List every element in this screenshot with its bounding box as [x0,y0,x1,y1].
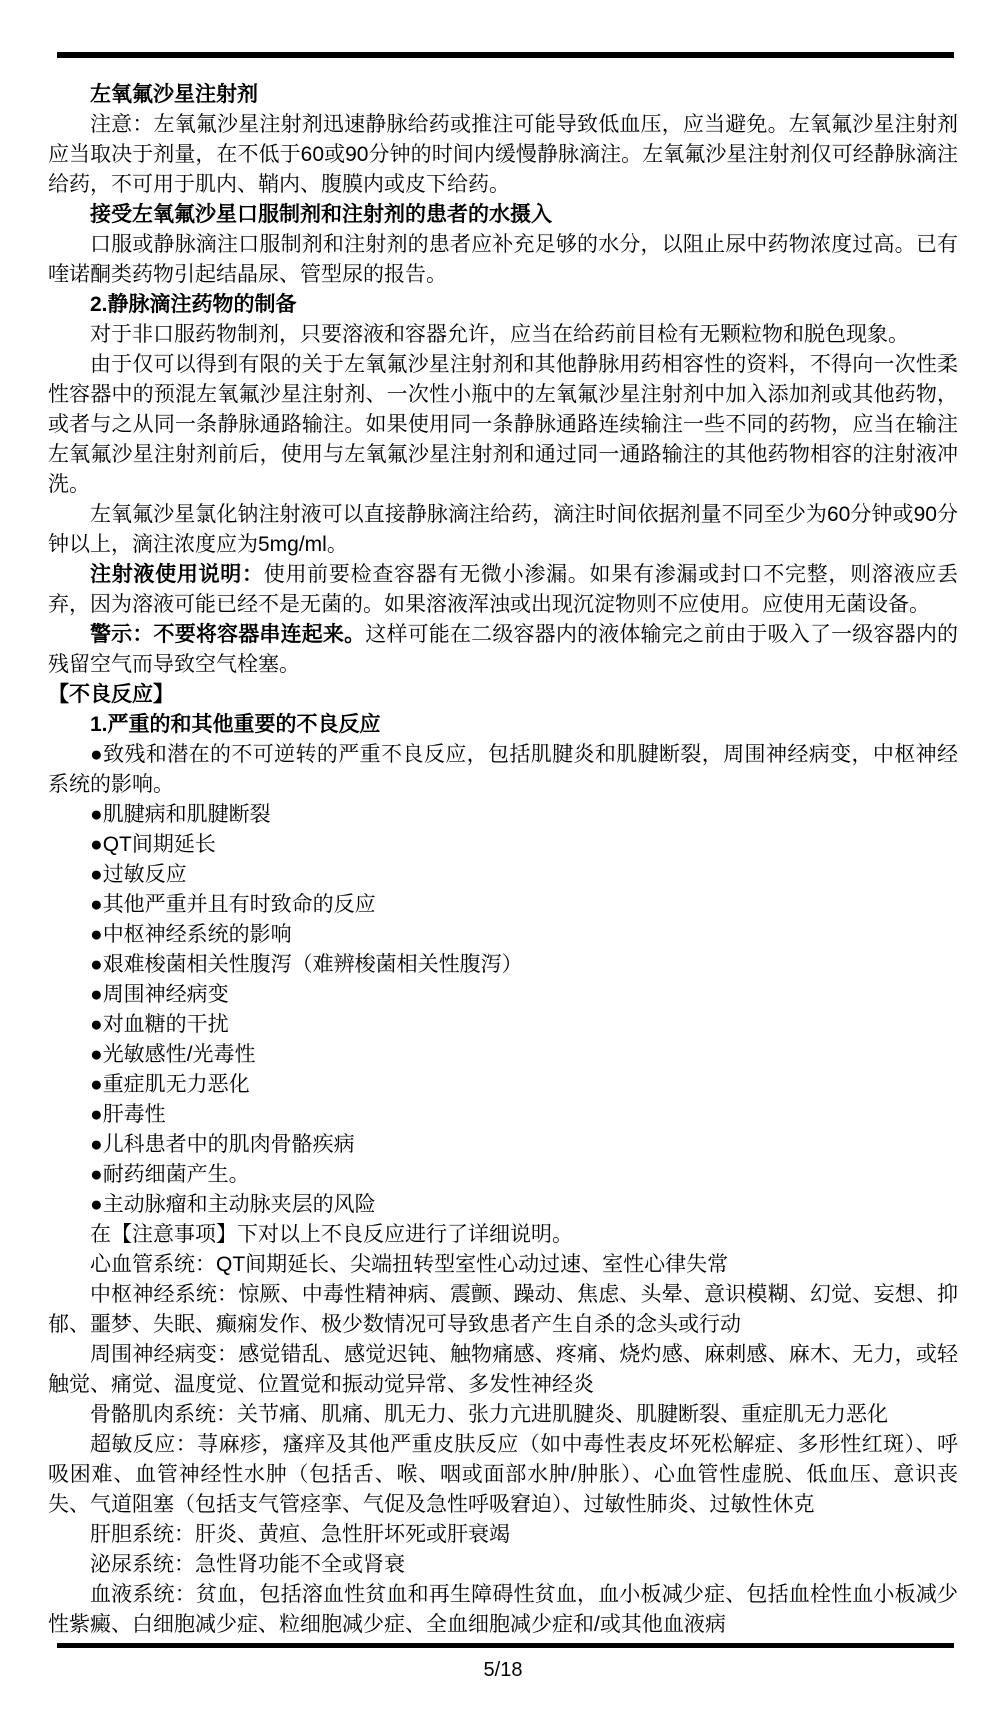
bullet-item [48,920,958,950]
text-run: 重症肌无力恶化 [102,1073,250,1096]
text-run: 由于仅可以得到有限的关于左氧氟沙星注射剂和其他静脉用药相容性的资料，不得向一次性柔性容器中的预混左氧氟沙星注射剂、一次性小瓶中的左氧氟沙星注射剂中加入添加剂或其他药物，或者与之从同一条静脉通路输注。如果使用同一条静脉通路连续输注一些不同的药物，应当在输注左氧氟沙星注射剂前后，使用与左氧氟沙星注射剂和通过同一通路输注的其他药物相容的注射液冲洗。 [48,353,958,496]
bullet-marker: ● [90,833,103,856]
paragraph [48,560,958,620]
bullet-marker: ● [90,893,103,916]
bullet-item [48,1130,958,1160]
text-run: 在【注意事项】下对以上不良反应进行了详细说明。 [90,1223,573,1246]
paragraph [48,1250,958,1280]
text-run: 艰难梭菌相关性腹泻（难辨梭菌相关性腹泻） [102,953,523,976]
paragraph [48,110,958,200]
bullet-item [48,740,958,800]
text-run: 注意：左氧氟沙星注射剂迅速静脉给药或推注可能导致低血压，应当避免。左氧氟沙星注射剂应当取决于剂量，在不低于60或90分钟的时间内缓慢静脉滴注。左氧氟沙星注射剂仅可经静脉滴注给药，不可用于肌内、鞘内、腹膜内或皮下给药。 [48,113,958,196]
paragraph [48,1550,958,1580]
subsection-heading [48,200,958,230]
bullet-marker: ● [90,1073,103,1096]
text-run: 肌腱病和肌腱断裂 [102,803,271,826]
text-run: 对血糖的干扰 [102,1013,229,1036]
text-run: 2.静脉滴注药物的制备 [90,293,297,316]
bullet-marker: ● [90,863,103,886]
subsection-heading [48,290,958,320]
bullet-marker: ● [90,803,103,826]
paragraph [48,350,958,500]
bullet-item [48,950,958,980]
bullet-marker: ● [90,1013,103,1036]
text-run: 左氧氟沙星注射剂 [90,83,258,106]
bullet-item [48,1040,958,1070]
text-run: 心血管系统：QT间期延长、尖端扭转型室性心动过速、室性心律失常 [90,1253,729,1276]
text-run: 致残和潜在的不可逆转的严重不良反应，包括肌腱炎和肌腱断裂，周围神经病变，中枢神经系统的影响。 [48,743,959,796]
text-run: 肝胆系统：肝炎、黄疸、急性肝坏死或肝衰竭 [90,1523,510,1546]
bullet-item [48,830,958,860]
paragraph [48,320,958,350]
text-run: 中枢神经系统：惊厥、中毒性精神病、震颤、躁动、焦虑、头晕、意识模糊、幻觉、妄想、抑郁、噩梦、失眠、癫痫发作、极少数情况可导致患者产生自杀的念头或行动 [48,1283,958,1336]
text-run: 骨骼肌肉系统：关节痛、肌痛、肌无力、张力亢进肌腱炎、肌腱断裂、重症肌无力恶化 [90,1403,888,1426]
paragraph [48,1340,958,1400]
paragraph [48,1580,958,1640]
text-run: 周围神经病变 [102,983,229,1006]
document-content [48,80,958,1640]
text-run: 使用前要检查容器有无微小渗漏。如果有渗漏或封口不完整，则溶液应丢弃，因为溶液可能已经不是无菌的。如果溶液浑浊或出现沉淀物则不应使用。应使用无菌设备。 [48,563,959,616]
paragraph-bold-lead: 警示：不要将容器串连起来。 [90,623,366,646]
text-run: 耐药细菌产生。 [102,1163,250,1186]
text-run: 周围神经病变：感觉错乱、感觉迟钝、触物痛感、疼痛、烧灼感、麻刺感、麻木、无力，或轻触觉、痛觉、温度觉、位置觉和振动觉异常、多发性神经炎 [48,1343,958,1396]
text-run: 主动脉瘤和主动脉夹层的风险 [102,1193,376,1216]
paragraph [48,1280,958,1340]
text-run: 儿科患者中的肌肉骨骼疾病 [102,1133,355,1156]
bullet-item [48,980,958,1010]
section-heading [48,680,958,710]
page-number: 5/18 [483,1659,523,1681]
bullet-marker: ● [90,953,103,976]
bullet-marker: ● [90,1193,103,1216]
bullet-item [48,1100,958,1130]
text-run: 光敏感性/光毒性 [102,1043,256,1066]
bullet-marker: ● [90,1043,103,1066]
subsection-heading [48,710,958,740]
text-run: QT间期延长 [102,833,216,856]
text-run: 【不良反应】 [48,683,174,706]
top-rule [57,52,954,58]
bullet-item [48,1010,958,1040]
bullet-item [48,1160,958,1190]
bullet-item [48,1070,958,1100]
bullet-marker: ● [90,1103,103,1126]
paragraph [48,1430,958,1520]
text-run: 中枢神经系统的影响 [102,923,292,946]
bullet-item [48,860,958,890]
text-run: 接受左氧氟沙星口服制剂和注射剂的患者的水摄入 [90,203,552,226]
paragraph [48,1220,958,1250]
subsection-heading [48,80,958,110]
bullet-marker: ● [90,983,103,1006]
text-run: 这样可能在二级容器内的液体输完之前由于吸入了一级容器内的残留空气而导致空气栓塞。 [48,623,959,676]
paragraph [48,500,958,560]
bullet-item [48,890,958,920]
bullet-item [48,1190,958,1220]
text-run: 过敏反应 [102,863,187,886]
bottom-rule [57,1643,954,1648]
text-run: 对于非口服药物制剂，只要溶液和容器允许，应当在给药前目检有无颗粒物和脱色现象。 [90,323,909,346]
paragraph-bold-lead: 注射液使用说明： [90,563,264,586]
text-run: 口服或静脉滴注口服制剂和注射剂的患者应补充足够的水分，以阻止尿中药物浓度过高。已有喹诺酮类药物引起结晶尿、管型尿的报告。 [48,233,958,286]
text-run: 泌尿系统：急性肾功能不全或肾衰 [90,1553,405,1576]
text-run: 肝毒性 [102,1103,166,1126]
paragraph [48,1400,958,1430]
text-run: 超敏反应：荨麻疹，瘙痒及其他严重皮肤反应（如中毒性表皮坏死松解症、多形性红斑）、呼吸困难、血管神经性水肿（包括舌、喉、咽或面部水肿/肿胀）、心血管性虚脱、低血压、意识丧失、气道阻塞（包括支气管痉挛、气促及急性呼吸窘迫）、过敏性肺炎、过敏性休克 [48,1433,958,1516]
text-run: 1.严重的和其他重要的不良反应 [90,713,381,736]
bullet-marker: ● [90,1133,103,1156]
text-run: 血液系统：贫血，包括溶血性贫血和再生障碍性贫血，血小板减少症、包括血栓性血小板减少性紫癜、白细胞减少症、粒细胞减少症、全血细胞减少症和/或其他血液病 [48,1583,958,1636]
paragraph [48,620,958,680]
bullet-marker: ● [90,1163,103,1186]
bullet-marker: ● [90,923,103,946]
text-run: 其他严重并且有时致命的反应 [102,893,376,916]
bullet-item [48,800,958,830]
text-run: 左氧氟沙星氯化钠注射液可以直接静脉滴注给药，滴注时间依据剂量不同至少为60分钟或90分钟以上，滴注浓度应为5mg/ml。 [48,503,958,556]
paragraph [48,230,958,290]
bullet-marker: ● [90,743,104,766]
paragraph [48,1520,958,1550]
